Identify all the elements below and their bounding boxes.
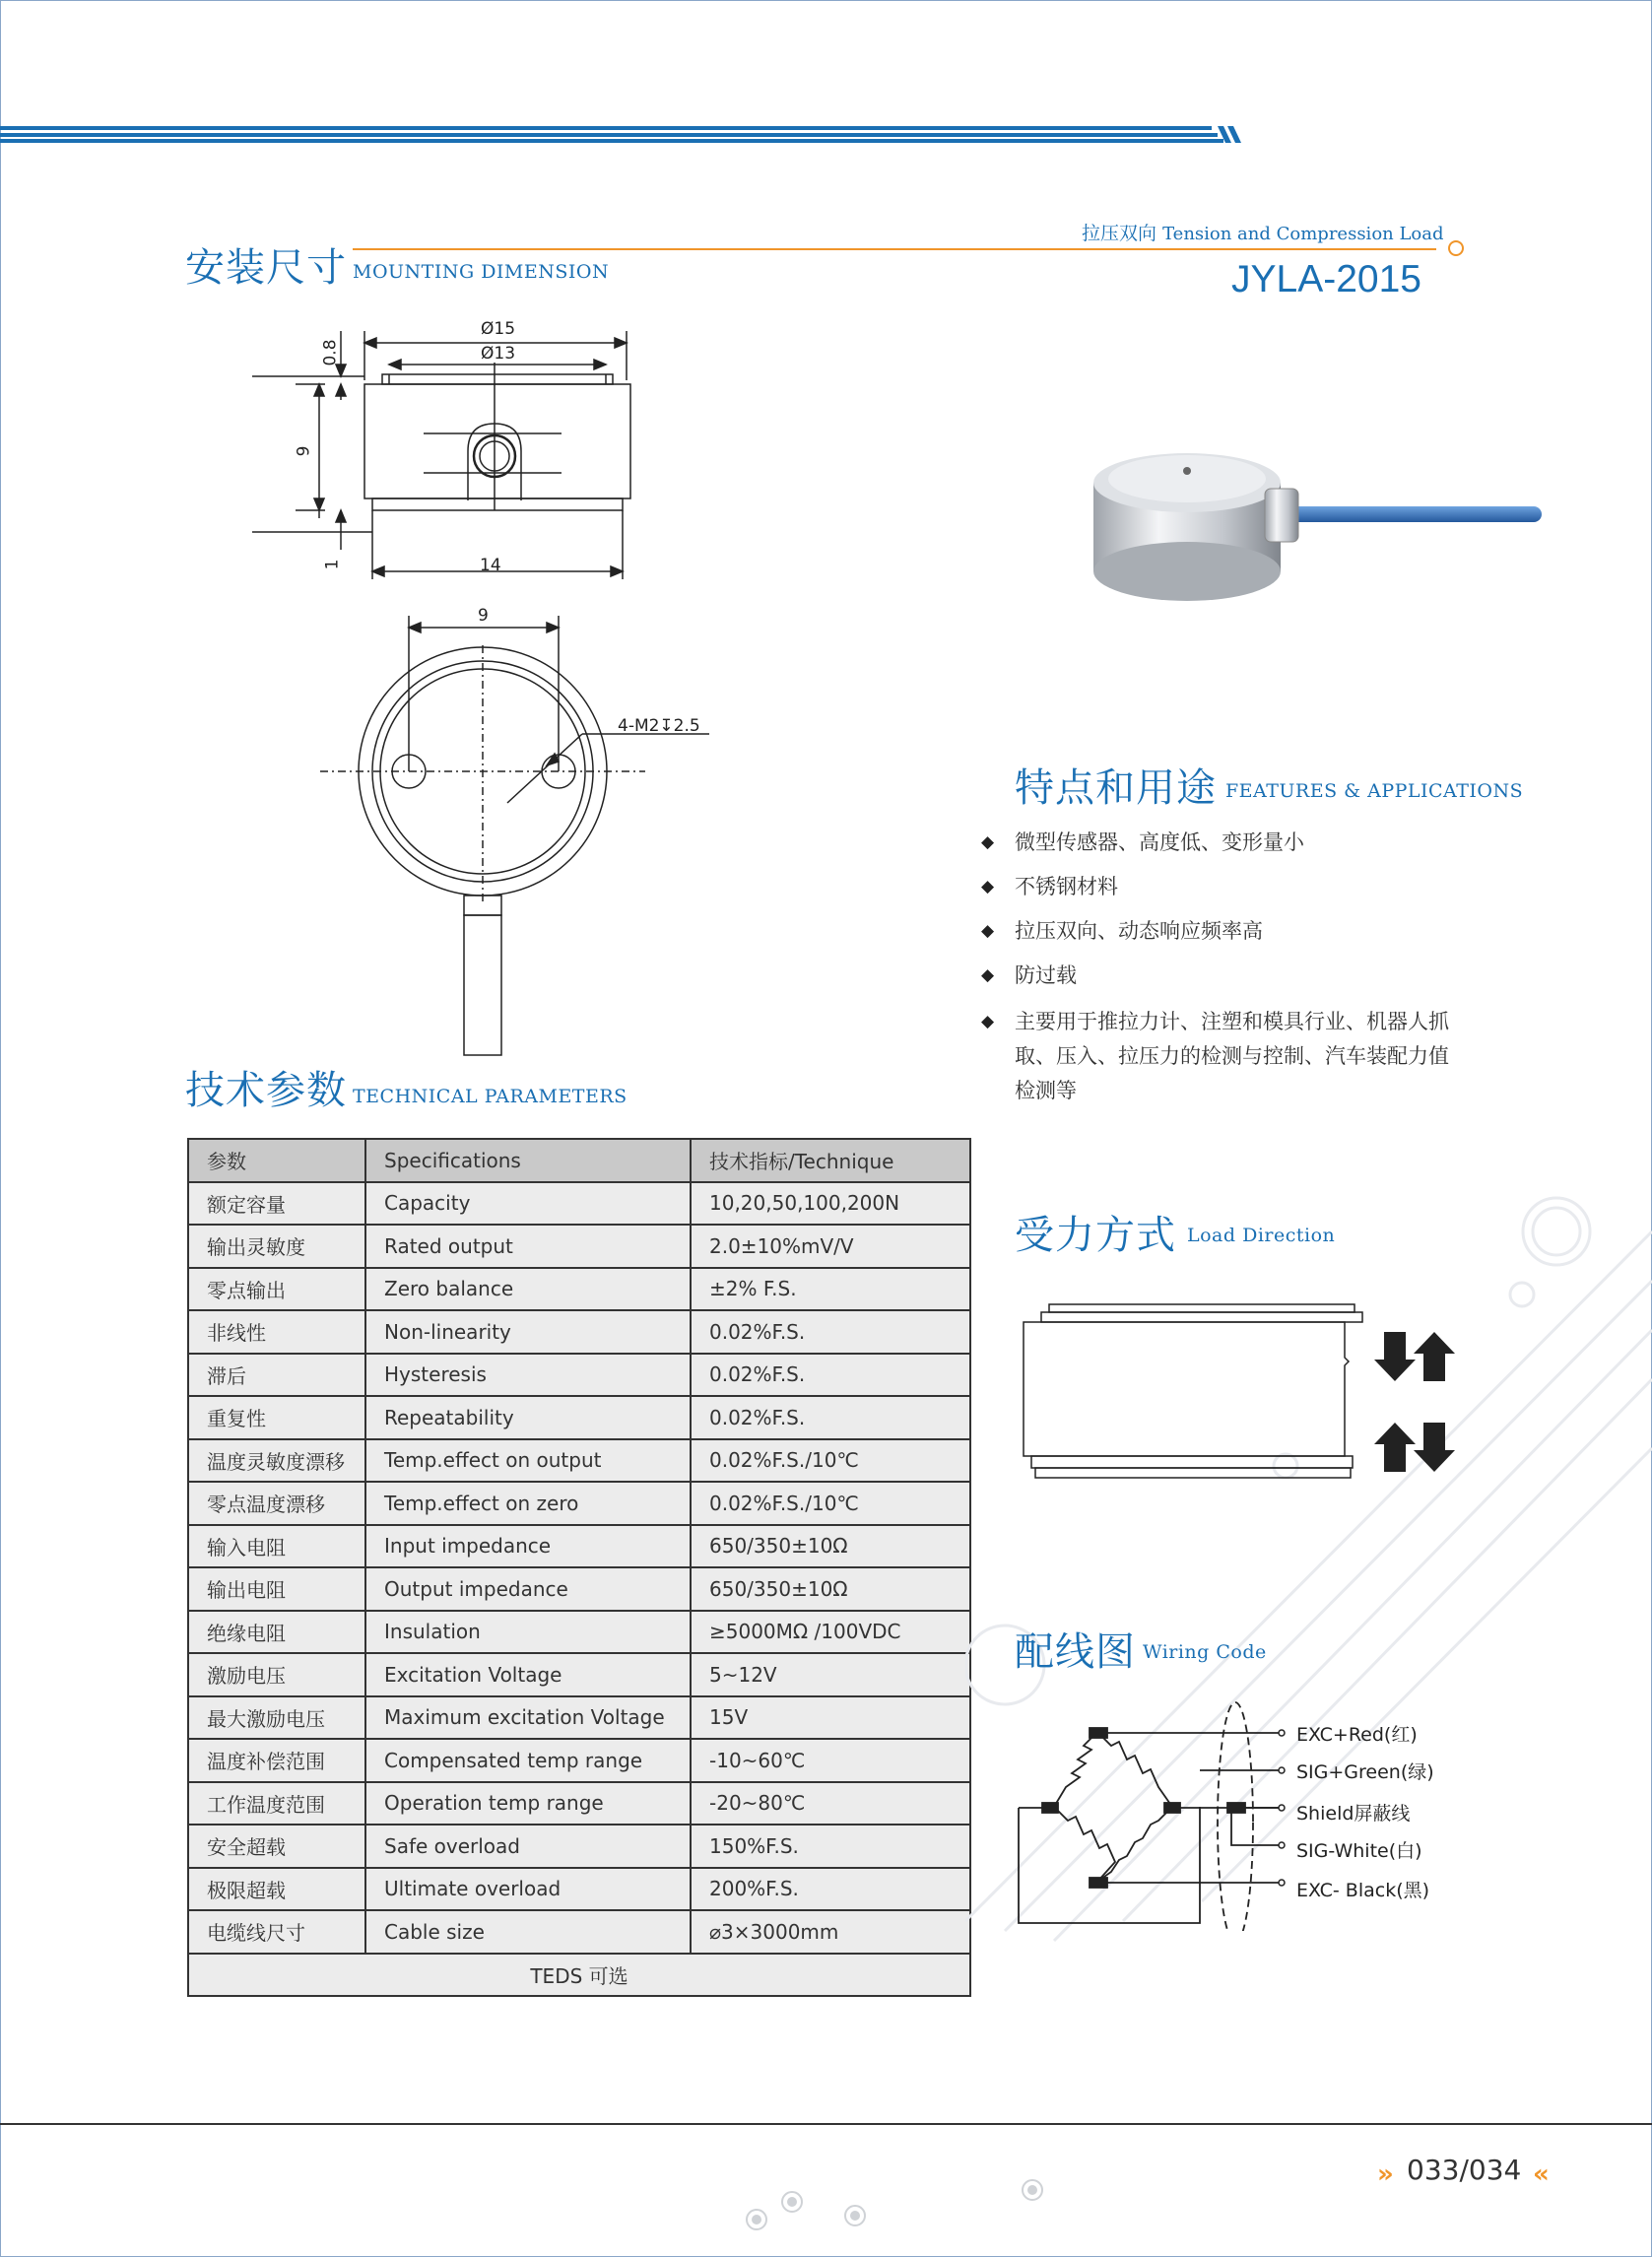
wire-dots: [1275, 1726, 1289, 1893]
bullet-diamond-icon: ◆: [981, 832, 995, 852]
table-row: [188, 1310, 970, 1354]
cell-technique: ⌀3×3000mm: [691, 1910, 970, 1954]
top-view-drawing: [310, 606, 724, 1064]
cell-technique: 15V: [691, 1696, 970, 1740]
bullet-diamond-icon: ◆: [981, 1012, 995, 1031]
feature-item-5: [981, 1005, 1449, 1108]
technical-title-en: TECHNICAL PARAMETERS: [353, 1086, 628, 1107]
product-photo: [1084, 433, 1542, 611]
table-row: [188, 1611, 970, 1654]
cell-technique: 650/350±10Ω: [691, 1567, 970, 1611]
feature-item-1: [981, 826, 1304, 860]
feature-text: 拉压双向、动态响应频率高: [1015, 919, 1263, 943]
cell-spec: Excitation Voltage: [365, 1653, 691, 1696]
feature-item-3: [981, 914, 1263, 949]
wire-label-shield: Shield屏蔽线: [1296, 1803, 1411, 1825]
cell-spec: Output impedance: [365, 1567, 691, 1611]
footer-dots-svg: [739, 2172, 1054, 2241]
dim-d13: Ø13: [481, 344, 516, 364]
table-row: [188, 1268, 970, 1311]
cell-technique: ≥5000MΩ /100VDC: [691, 1611, 970, 1654]
cell-spec: Rated output: [365, 1225, 691, 1268]
table-footer-row: [188, 1954, 970, 1997]
table-row: [188, 1225, 970, 1268]
cell-param: 最大激励电压: [188, 1696, 365, 1740]
cell-technique: 200%F.S.: [691, 1868, 970, 1911]
cell-spec: Temp.effect on zero: [365, 1482, 691, 1525]
page-number-text: 033/034: [1407, 2154, 1522, 2186]
table-row: [188, 1396, 970, 1439]
feature-text-line3: 检测等: [1015, 1079, 1077, 1102]
cell-technique: 0.02%F.S.: [691, 1354, 970, 1397]
wire-label-exc-plus: EXC+Red(红): [1296, 1724, 1418, 1746]
cell-spec: Safe overload: [365, 1825, 691, 1868]
table-row: [188, 1182, 970, 1226]
table-row: [188, 1825, 970, 1868]
dim-14: 14: [480, 556, 501, 575]
cell-param: 输出灵敏度: [188, 1225, 365, 1268]
cell-spec: Cable size: [365, 1910, 691, 1954]
features-title-cn: 特点和用途: [1015, 765, 1217, 811]
cell-spec: Compensated temp range: [365, 1739, 691, 1782]
table-row: [188, 1782, 970, 1826]
type-en: Tension and Compression Load: [1162, 224, 1444, 244]
header-cell-spec: Specifications: [365, 1139, 691, 1182]
feature-text-line2: 取、压入、拉压力的检测与控制、汽车装配力值: [1015, 1044, 1449, 1068]
page-arrow-right-icon: «: [1533, 2159, 1550, 2189]
feature-item-2: [981, 870, 1118, 904]
cell-spec: Hysteresis: [365, 1354, 691, 1397]
stripe-graphic: [0, 126, 1241, 144]
table-row: [188, 1482, 970, 1525]
cell-param: 滞后: [188, 1354, 365, 1397]
bullet-diamond-icon: ◆: [981, 921, 995, 941]
table-header-row: [188, 1139, 970, 1182]
cell-technique: 0.02%F.S./10℃: [691, 1482, 970, 1525]
page-arrow-left-icon: »: [1377, 2159, 1388, 2189]
table-row: [188, 1653, 970, 1696]
cell-param: 激励电压: [188, 1653, 365, 1696]
table-row: [188, 1354, 970, 1397]
cell-param: 温度补偿范围: [188, 1739, 365, 1782]
thread-callout: 4-M2↧2.5: [618, 716, 700, 736]
teds-note: TEDS 可选: [188, 1954, 970, 1997]
wire-dots-svg: [1275, 1726, 1289, 1893]
cell-param: 输出电阻: [188, 1567, 365, 1611]
cell-technique: 650/350±10Ω: [691, 1525, 970, 1568]
orange-circle-marker: [1448, 240, 1464, 256]
dim-1: 1: [322, 559, 343, 570]
cell-param: 重复性: [188, 1396, 365, 1439]
cell-spec: Non-linearity: [365, 1310, 691, 1354]
wire-label-exc-minus: EXC- Black(黑): [1296, 1880, 1430, 1901]
feature-text: 不锈钢材料: [1015, 875, 1118, 898]
cell-technique: 150%F.S.: [691, 1825, 970, 1868]
cell-technique: -20~80℃: [691, 1782, 970, 1826]
cell-param: 额定容量: [188, 1182, 365, 1226]
type-label: [1082, 219, 1444, 245]
footer-rule: [0, 2123, 1652, 2125]
page-number: [1407, 2154, 1521, 2186]
cell-param: 零点输出: [188, 1268, 365, 1311]
feature-item-4: [981, 959, 1077, 993]
feature-text: 防过载: [1015, 963, 1077, 987]
feature-text: 微型传感器、高度低、变形量小: [1015, 830, 1304, 854]
cell-param: 极限超载: [188, 1868, 365, 1911]
table-row: [188, 1567, 970, 1611]
cell-technique: 2.0±10%mV/V: [691, 1225, 970, 1268]
side-view-drawing: [246, 313, 640, 589]
wiring-diagram-svg: [1005, 1685, 1300, 1931]
footer-dots: [739, 2172, 1054, 2241]
type-cn: 拉压双向: [1082, 223, 1157, 244]
cell-param: 温度灵敏度漂移: [188, 1439, 365, 1483]
load-diagram: [1020, 1298, 1473, 1505]
dim-08: 0.8: [320, 339, 341, 366]
cell-spec: Insulation: [365, 1611, 691, 1654]
dim-d15: Ø15: [481, 319, 516, 339]
cell-spec: Maximum excitation Voltage: [365, 1696, 691, 1740]
cell-param: 安全超载: [188, 1825, 365, 1868]
table-row: [188, 1439, 970, 1483]
cell-spec: Zero balance: [365, 1268, 691, 1311]
mounting-title-cn: 安装尺寸: [185, 245, 347, 291]
wiring-title-cn: 配线图: [1015, 1629, 1136, 1675]
cell-technique: 0.02%F.S./10℃: [691, 1439, 970, 1483]
product-photo-svg: [1084, 433, 1542, 611]
cell-param: 工作温度范围: [188, 1782, 365, 1826]
top-stripes: [0, 126, 1241, 144]
cell-spec: Operation temp range: [365, 1782, 691, 1826]
wire-label-sig-plus: SIG+Green(绿): [1296, 1761, 1434, 1783]
table-row: [188, 1739, 970, 1782]
load-diagram-svg: [1020, 1298, 1473, 1505]
cell-technique: 0.02%F.S.: [691, 1310, 970, 1354]
cell-param: 电缆线尺寸: [188, 1910, 365, 1954]
top-view-svg: [310, 606, 724, 1064]
cell-param: 零点温度漂移: [188, 1482, 365, 1525]
cell-spec: Input impedance: [365, 1525, 691, 1568]
feature-text-line1: 主要用于推拉力计、注塑和模具行业、机器人抓: [1015, 1010, 1449, 1033]
table-row: [188, 1696, 970, 1740]
cell-spec: Capacity: [365, 1182, 691, 1226]
cell-param: 非线性: [188, 1310, 365, 1354]
technical-title-cn: 技术参数: [185, 1068, 347, 1113]
cell-param: 绝缘电阻: [188, 1611, 365, 1654]
bullet-diamond-icon: ◆: [981, 877, 995, 896]
cell-technique: 0.02%F.S.: [691, 1396, 970, 1439]
dim-9: 9: [294, 445, 314, 457]
load-title-cn: 受力方式: [1015, 1213, 1176, 1258]
bullet-diamond-icon: ◆: [981, 965, 995, 985]
cell-technique: ±2% F.S.: [691, 1268, 970, 1311]
cell-technique: 10,20,50,100,200N: [691, 1182, 970, 1226]
dim-9b: 9: [478, 606, 489, 626]
header-cell-param: 参数: [188, 1139, 365, 1182]
wire-label-sig-minus: SIG-White(白): [1296, 1840, 1422, 1862]
model-number: JYLA-2015: [1231, 258, 1421, 300]
table-row: [188, 1910, 970, 1954]
mounting-title-en: MOUNTING DIMENSION: [353, 261, 610, 283]
header-cell-technique: 技术指标/Technique: [691, 1139, 970, 1182]
spec-table: [187, 1138, 971, 1997]
load-title-en: Load Direction: [1187, 1225, 1336, 1246]
cell-technique: -10~60℃: [691, 1739, 970, 1782]
wiring-diagram: [1005, 1685, 1300, 1931]
cell-spec: Temp.effect on output: [365, 1439, 691, 1483]
cell-param: 输入电阻: [188, 1525, 365, 1568]
wiring-title-en: Wiring Code: [1143, 1641, 1267, 1663]
cell-technique: 5~12V: [691, 1653, 970, 1696]
table-row: [188, 1868, 970, 1911]
cell-spec: Ultimate overload: [365, 1868, 691, 1911]
table-row: [188, 1525, 970, 1568]
features-title-en: FEATURES & APPLICATIONS: [1225, 780, 1524, 802]
cell-spec: Repeatability: [365, 1396, 691, 1439]
